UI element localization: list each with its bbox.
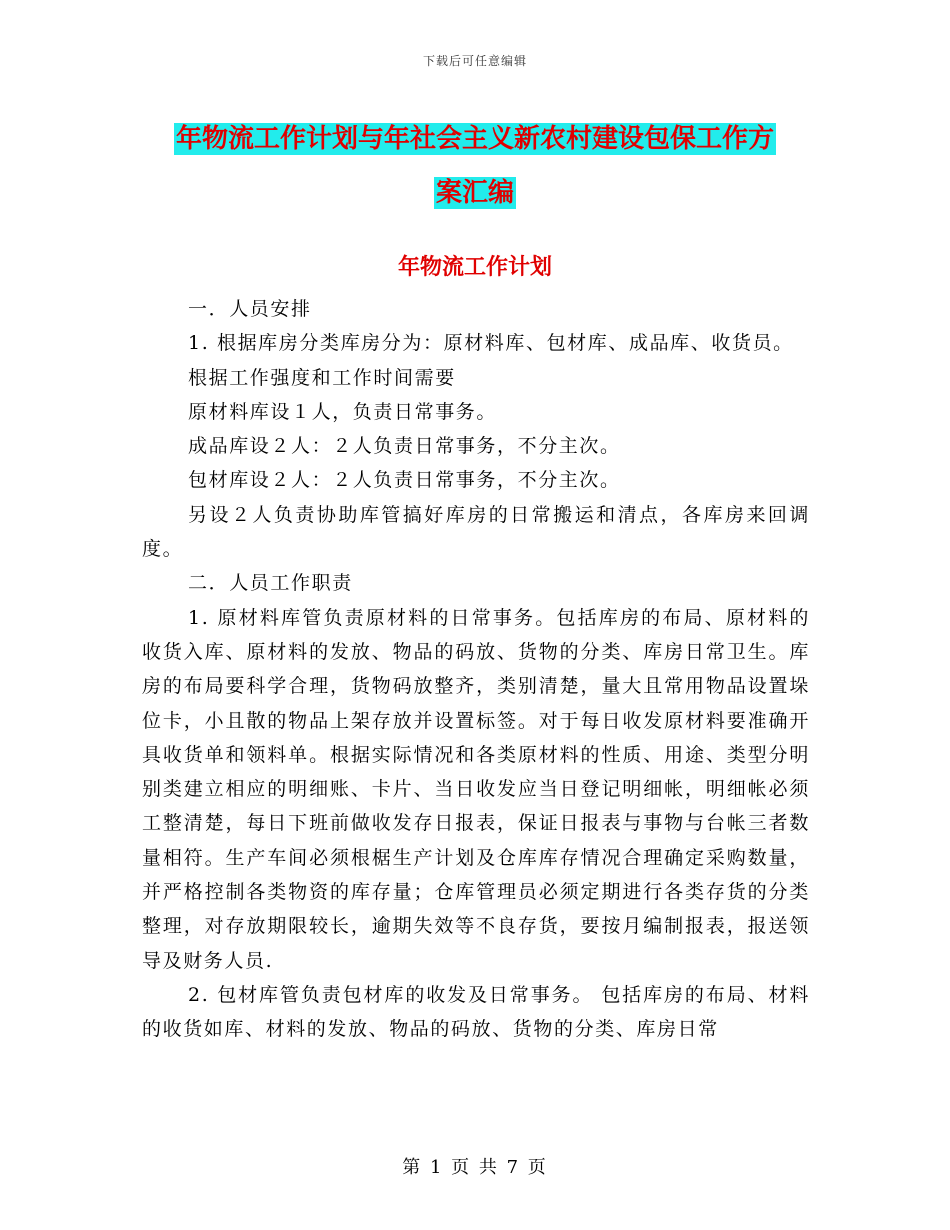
page-header: 下载后可任意编辑 [422,54,527,68]
document-title [150,112,800,220]
paragraph: 包材库设２人：２人负责日常事务，不分主次。 [188,469,621,492]
heading-personnel-duties: 二．人员工作职责 [188,572,353,595]
paragraph: 1. 根据库房分类库房分为：原材料库、包材库、成品库、收货员。 [188,332,794,355]
document-title-line-2: 案汇编 [435,178,514,208]
paragraph: 成品库设２人：２人负责日常事务，不分主次。 [188,435,621,458]
paragraph: 原材料库设１人，负责日常事务。 [188,400,498,423]
heading-personnel-arrangement: 一．人员安排 [188,298,312,320]
page-footer: 第 1 页 共 7 页 [402,1157,548,1178]
paragraph: 另设２人负责协助库管搞好库房的日常搬运和清点，各库房来回调度。 [142,503,810,561]
section-title: 年物流工作计划 [397,254,552,280]
paragraph: 1. 原材料库管负责原材料的日常事务。包括库房的布局、原材料的收货入库、原材料的发放、物品的码放、货物的分类、库房日常卫生。库房的布局要科学合理，货物码放整齐，类别清楚，量大且常用物品设置垛位卡，小且散的物品上架存放并设置标签。对于每日收发原材料要准确开具收货单和领料单。根据实际情况和各类原材料的性质、用途、类型分明别类建立相应的明细账、卡片、当日收发应当日登记明细帐，明细帐必须工整清楚，每日下班前做收发存日报表，保证日报表与事物与台帐三者数量相符。生产车间必须根椐生产计划及仓库库存情况合理确定采购数量，并严格控制各类物资的库存量；仓库管理员必须定期进行各类存货的分类整理，对存放期限较长，逾期失效等不良存货，要按月编制报表，报送领导及财务人员. [142,606,810,972]
document-body [142,292,810,1047]
document-title-line-1: 年物流工作计划与年社会主义新农村建设包保工作方 [175,124,774,154]
paragraph: 根据工作强度和工作时间需要 [188,366,456,389]
paragraph: 2. 包材库管负责包材库的收发及日常事务。 包括库房的布局、材料的收货如库、材料的发放、物品的码放、货物的分类、库房日常 [142,983,810,1041]
